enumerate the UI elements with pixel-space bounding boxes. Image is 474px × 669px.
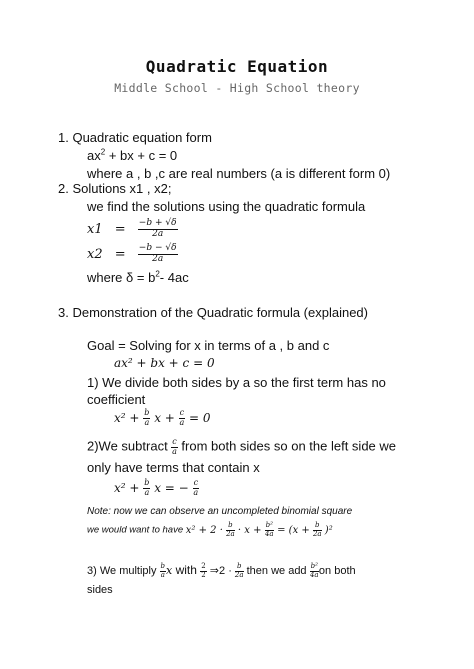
eq2-right: = 0 xyxy=(188,410,211,425)
x2-fraction xyxy=(138,244,178,265)
note2-frac1-den: 2a xyxy=(226,529,235,538)
step3-x: x xyxy=(166,564,173,578)
step3-line1 xyxy=(87,563,356,579)
section1-where: where a , b ,c are real numbers (a is different form 0) xyxy=(87,166,391,181)
note2-b: · x + xyxy=(237,524,262,536)
quadratic-form xyxy=(87,148,177,163)
step3-frac4-num: b² xyxy=(310,562,318,570)
x1-denominator: 2a xyxy=(152,228,164,239)
form-exponent: 2 xyxy=(100,147,106,157)
step3-frac-b2-4a xyxy=(310,563,319,579)
step3-frac3-num: b xyxy=(235,563,244,572)
step3-then: then we add xyxy=(243,565,310,578)
eq3-frac-c-den: a xyxy=(193,487,199,497)
eq2-frac-b-num: b xyxy=(144,408,150,417)
page-title: Quadratic Equation xyxy=(145,57,329,76)
note-line2 xyxy=(87,522,333,538)
x1-numerator: −b + √δ xyxy=(138,218,177,228)
step3-with: with xyxy=(172,563,201,578)
step1-line1: 1) We divide both sides by a so the first term has no xyxy=(87,375,386,390)
note2-frac3-den: 2a xyxy=(312,529,322,538)
equation-2 xyxy=(114,409,211,428)
note2-d: )² xyxy=(324,524,333,536)
x2-equals: = xyxy=(114,246,126,262)
delta-part-b: - 4ac xyxy=(159,270,189,285)
x1-label: x1 xyxy=(87,221,103,237)
eq3-frac-b-a xyxy=(143,479,150,498)
delta-exponent: 2 xyxy=(155,269,160,279)
step3-frac2-den: 2 xyxy=(201,570,206,579)
step3-frac3-den: 2a xyxy=(234,570,244,579)
eq2-frac-c-num: c xyxy=(179,408,185,417)
note2-a: x² + 2 · xyxy=(185,524,223,536)
step2-post: from both sides so on the left side we xyxy=(177,438,397,454)
eq3-frac-c-num: c xyxy=(193,478,199,487)
note2-binomial xyxy=(185,521,333,538)
eq3-frac-c-a xyxy=(193,479,199,498)
x1-formula xyxy=(87,219,178,240)
step3-pre: 3) We multiply xyxy=(87,565,157,578)
eq3-frac-b-num: b xyxy=(144,478,150,487)
note2-frac-b-2a xyxy=(226,522,235,538)
eq2-mid: x + xyxy=(154,410,179,425)
note2-frac-b2-4a xyxy=(265,522,274,538)
form-part-b: + bx + c = 0 xyxy=(105,148,178,163)
note2-frac-b-2a-2 xyxy=(313,522,322,538)
eq3-left: x² + xyxy=(114,480,144,495)
step3-frac-2-2 xyxy=(200,563,206,579)
note2-pre: we would want to have xyxy=(87,524,186,536)
note2-frac1-num: b xyxy=(226,522,235,531)
step2-line1 xyxy=(87,438,396,457)
eq2-left: x² + xyxy=(114,410,144,425)
step3-frac1-den: a xyxy=(160,570,165,579)
delta-part-a: where δ = b xyxy=(87,270,156,285)
step3-frac1-num: b xyxy=(160,562,166,570)
delta-definition xyxy=(87,270,189,285)
section2-intro: we find the solutions using the quadratic formula xyxy=(87,199,366,214)
eq3-frac-b-den: a xyxy=(144,487,150,497)
step3-frac2-num: 2 xyxy=(201,562,206,570)
section1-heading: 1. Quadratic equation form xyxy=(58,130,212,145)
note2-c: = (x + xyxy=(277,524,310,536)
section2-heading: 2. Solutions x1 , x2; xyxy=(58,181,172,196)
step2-pre: 2)We subtract xyxy=(87,438,172,454)
step3-line2: sides xyxy=(87,584,113,596)
page-subtitle: Middle School - High School theory xyxy=(114,81,360,95)
x2-numerator: −b − √δ xyxy=(138,243,177,253)
x1-equals: = xyxy=(114,221,126,237)
goal-statement: Goal = Solving for x in terms of a , b and c xyxy=(87,338,330,353)
eq2-frac-b-den: a xyxy=(144,417,150,427)
equation-3 xyxy=(114,479,199,498)
x2-label: x2 xyxy=(87,246,103,262)
equation-1: ax² + bx + c = 0 xyxy=(114,356,215,370)
eq3-mid: x = − xyxy=(154,480,189,495)
x2-formula xyxy=(87,244,178,265)
step2-line2: only have terms that contain x xyxy=(87,460,260,475)
step3-arrow: ⇒2 · xyxy=(209,565,232,578)
note2-frac3-num: b xyxy=(313,522,322,531)
step2-frac-den: a xyxy=(172,446,177,456)
step2-frac-num: c xyxy=(172,437,177,446)
eq2-frac-c-den: a xyxy=(179,417,185,427)
note-line1: Note: now we can observe an uncompleted binomial square xyxy=(87,506,353,517)
step3-frac4-den: 4a xyxy=(309,570,319,579)
form-part-a: ax xyxy=(87,148,101,163)
x1-fraction xyxy=(138,219,178,240)
eq2-frac-b-a xyxy=(143,409,150,428)
note2-frac2-num: b² xyxy=(265,521,273,529)
step3-frac-b-2a xyxy=(235,563,244,579)
x2-denominator: 2a xyxy=(152,253,164,264)
section3-heading: 3. Demonstration of the Quadratic formula (explained) xyxy=(58,305,368,320)
note2-frac2-den: 4a xyxy=(264,529,274,538)
step3-post: on both xyxy=(318,565,356,578)
step1-line2: coefficient xyxy=(87,392,146,407)
eq2-frac-c-a xyxy=(179,409,185,428)
